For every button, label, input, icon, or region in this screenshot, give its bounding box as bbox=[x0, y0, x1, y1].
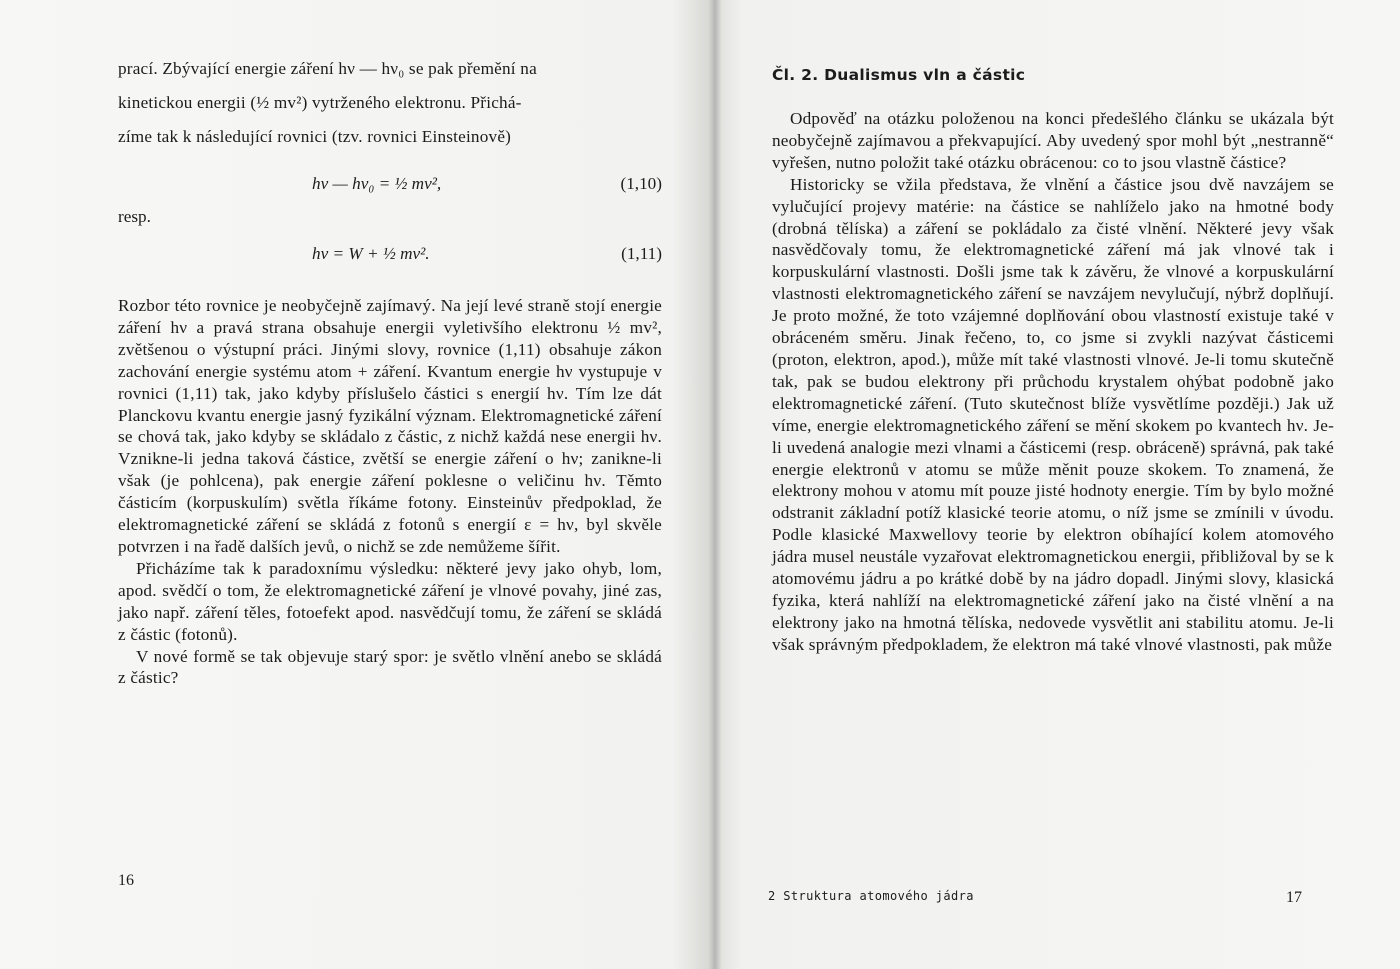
right-paragraph-2: Historicky se vžila představa, že vlnění a částice jsou dvě navzájem se vylučující projevy matérie: na částice se nahlíželo jako na hmotné body (drobná tělíska) a záření se pokládalo za čisté vlnění. Některé jevy však nasvědčovaly tomu, že elektromagnetické záření má jak vlnové tak i korpuskulární vlastnosti. Došli jsme tak k závěru, že vlnové a korpuskulární vlastnosti elektromagnetického záření se navzájem nevylučují, nýbrž doplňují. Je proto možné, že toto vzájemné doplňování obou vlastností existuje také v obráceném směru. Jinak řečeno, to, co jsme si zvykli nazývat částicemi (proton, elektron, apod.), může mít také vlastnosti vlnové. Je-li tomu skutečně tak, pak se budou elektrony při průchodu krystalem ohýbat podobně jako elektromagnetické záření. (Tuto skutečnost blíže vysvětlíme později.) Jak už víme, energie elektromagnetického záření se mění skokem po kvantech hν. Je-li uvedená analogie mezi vlnami a částicemi (resp. obráceně) správná, pak také energie elektronů v atomu se může měnit pouze skokem. To znamená, že elektrony mohou v atomu mít pouze jisté hodnoty energie. Tím by bylo možné odstranit základní potíž klasické teorie atomu, o níž jsme se zmínili v úvodu. Podle klasické Maxwellovy teorie by elektron obíhající kolem atomového jádra musel neustále vyzařovat elektromagnetickou energii, přibližoval by se k atomovému jádru a po krátké době by na jádro dopadl. Jinými slovy, klasická fyzika, která nahlíží na elektromagnetické záření jako na čisté vlnění a na elektrony jako na hmotná tělíska, nedovede vysvětlit ani stabilitu atomu. Je-li však správným předpokladem, že elektron má také vlnové vlastnosti, pak může bbox=[772, 174, 1334, 654]
equation-1-11-number: (1,11) bbox=[621, 244, 662, 263]
right-page-number: 17 bbox=[1286, 889, 1302, 906]
left-paragraph-3: V nové formě se tak objevuje starý spor: je světlo vlnění anebo se skládá z částic? bbox=[118, 646, 662, 688]
right-body bbox=[772, 108, 1334, 656]
left-paragraph-2: Přicházíme tak k paradoxnímu výsledku: některé jevy jako ohyb, lom, apod. svědčí o tom, že elektromagnetické záření je vlnové povahy, jiné zas, jako např. záření těles, fotoefekt apod. nasvědčují tomu, že záření se skládá z částic (fotonů). bbox=[118, 558, 662, 644]
right-paragraph-1: Odpověď na otázku položenou na konci předešlého článku se ukázala být neobyčejně zajímavou a překvapující. Aby uvedený spor mohl být „nestranně“ vyřešen, nutno položit také otázku obrácenou: co to jsou vlastně částice? bbox=[772, 109, 1334, 172]
equation-1-10-number: (1,10) bbox=[620, 174, 662, 193]
left-intro-line-2: kinetickou energii (½ mv²) vytrženého elektronu. Přichá- bbox=[118, 92, 522, 112]
left-body bbox=[118, 295, 662, 689]
left-intro-line-3: zíme tak k následující rovnici (tzv. rovnici Einsteinově) bbox=[118, 126, 512, 146]
resp-label: resp. bbox=[118, 207, 151, 226]
equation-1-11 bbox=[118, 240, 662, 270]
left-intro-line-1: prací. Zbývající energie záření hν — hν₀ se pak přemění na bbox=[118, 59, 537, 78]
chapter-footer: 2 Struktura atomového jádra bbox=[768, 889, 974, 903]
left-paragraph-1: Rozbor této rovnice je neobyčejně zajímavý. Na její levé straně stojí energie záření hν a pravá strana obsahuje energii vyletivšího elektronu ½ mv², zvětšenou o výstupní práci. Jinými slovy, rovnice (1,11) obsahuje zákon zachování energie systému atom + záření. Kvantum energie hν vystupuje v rovnici (1,11) tak, jako kdyby příslušelo částici s energií hν. Tím lze dát Planckovu kvantu energie jasný fyzikální význam. Elektromagnetické záření se chová tak, jako kdyby se skládalo z částic, z nichž každá nese energii hν. Vznikne-li jedna taková částice, zvětší se energie záření o hν; zanikne-li však (je pohlcena), pak energie záření poklesne o veličinu hν. Těmto částicím (korpuskulím) světla říkáme fotony. Einsteinův předpoklad, že elektromagnetické záření se skládá z fotonů s energií ε = hν, byl skvěle potvrzen i na řadě dalších jevů, o nichž se zde nemůžeme šířit. bbox=[118, 296, 662, 556]
book-gutter bbox=[708, 0, 722, 969]
equation-1-11-formula: hν = W + ½ mv². bbox=[312, 244, 430, 263]
section-heading: Čl. 2. Dualismus vln a částic bbox=[772, 66, 1026, 84]
left-page-number: 16 bbox=[118, 872, 134, 889]
right-page bbox=[722, 0, 1400, 969]
left-intro bbox=[118, 58, 662, 148]
equation-1-10-formula: hν — hν₀ = ½ mv², bbox=[312, 174, 442, 193]
equation-1-10 bbox=[118, 170, 662, 200]
